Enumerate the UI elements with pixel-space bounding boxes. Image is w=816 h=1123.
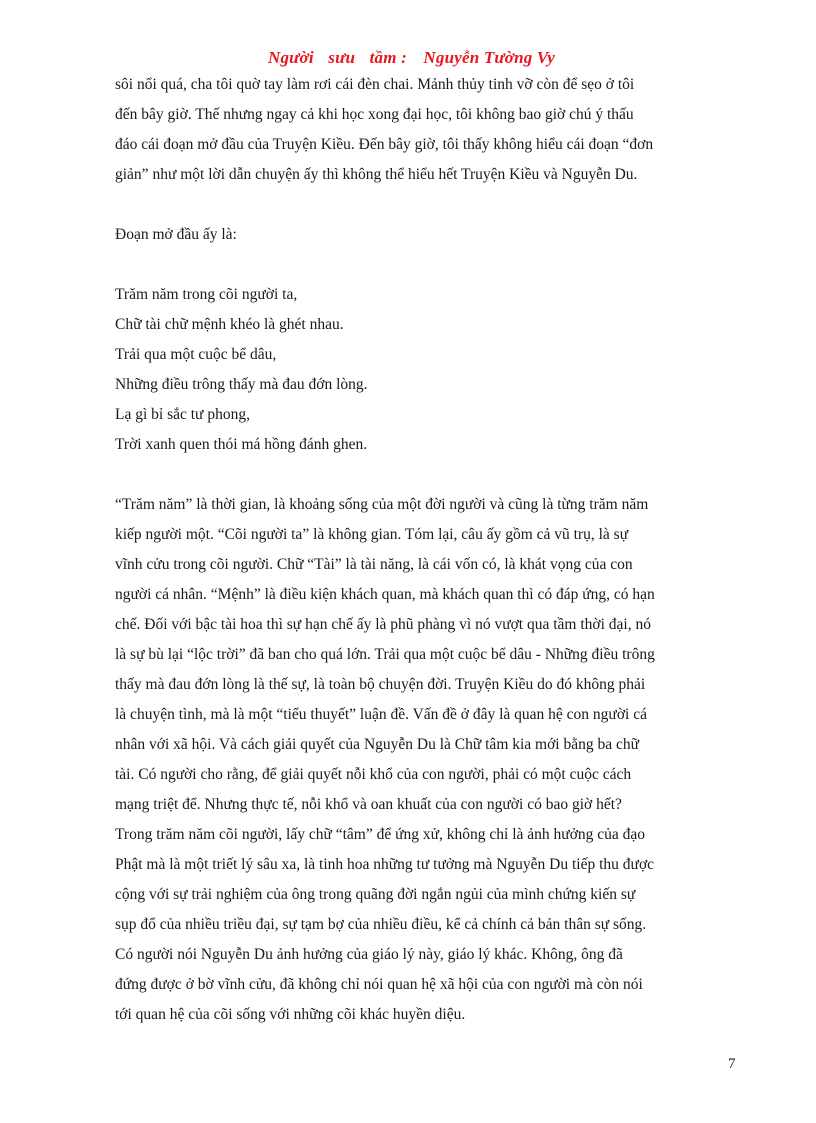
poem-intro — [115, 220, 745, 250]
paragraph-analysis — [115, 490, 745, 1030]
text-line: là chuyện tình, mà là một “tiểu thuyết” luận đề. Vấn đề ở đây là quan hệ con người cá — [115, 706, 647, 723]
text-line: mạng triệt để. Nhưng thực tế, nỗi khổ và oan khuất của con người có bao giờ hết? — [115, 796, 622, 813]
text-line: vĩnh cửu trong cõi người. Chữ “Tài” là tài năng, là cái vốn có, là khát vọng của con — [115, 556, 633, 573]
text-line: cộng với sự trải nghiệm của ông trong quãng đời ngắn ngủi của mình chứng kiến sự — [115, 886, 636, 903]
text-line: Phật mà là một triết lý sâu xa, là tinh hoa những tư tưởng mà Nguyễn Du tiếp thu được — [115, 856, 655, 873]
header-collector-name: Nguyễn Tường Vy — [423, 48, 555, 67]
text-line: chế. Đối với bậc tài hoa thì sự hạn chế ấy là phũ phàng vì nó vượt qua tầm thời đại, nó — [115, 616, 651, 633]
text-line: tới quan hệ của cõi sống với những cõi khác huyền diệu. — [115, 1006, 466, 1023]
text-line: thấy mà đau đớn lòng là thế sự, là toàn bộ chuyện đời. Truyện Kiều do đó không phải — [115, 676, 646, 693]
running-header — [268, 48, 568, 68]
poem-line: Những điều trông thấy mà đau đớn lòng. — [115, 376, 368, 393]
text-line: Có người nói Nguyễn Du ảnh hưởng của giáo lý này, giáo lý khác. Không, ông đã — [115, 946, 623, 963]
text-line: sôi nổi quá, cha tôi quờ tay làm rơi cái đèn chai. Mảnh thủy tinh vỡ còn để sẹo ở tôi — [115, 76, 635, 93]
header-collector-label-2: sưu — [328, 48, 356, 67]
text-line: tài. Có người cho rằng, để giải quyết nỗi khổ của con người, phải có một cuộc cách — [115, 766, 632, 783]
text-line: người cá nhân. “Mệnh” là điều kiện khách quan, mà khách quan thì có đáp ứng, có hạn — [115, 586, 655, 603]
text-line: đến bây giờ. Thế nhưng ngay cả khi học xong đại học, tôi không bao giờ chú ý thấu — [115, 106, 634, 123]
text-line: Trong trăm năm cõi người, lấy chữ “tâm” để ứng xử, không chỉ là ảnh hưởng của đạo — [115, 826, 646, 843]
page-number: 7 — [728, 1056, 736, 1072]
text-line: là sự bù lại “lộc trời” đã ban cho quá lớn. Trải qua một cuộc bể dâu - Những điều trông — [115, 646, 655, 663]
header-collector-label-1: Người — [268, 48, 314, 67]
document-body — [115, 70, 745, 1060]
text-line: đáo cái đoạn mở đầu của Truyện Kiều. Đến bây giờ, tôi thấy không hiểu cái đoạn “đơn — [115, 136, 654, 153]
poem-line: Trải qua một cuộc bể dâu, — [115, 346, 277, 363]
poem-line: Trăm năm trong cõi người ta, — [115, 286, 298, 303]
header-collector-label-3: tầm : — [369, 48, 407, 67]
poem-line: Lạ gì bỉ sắc tư phong, — [115, 406, 250, 423]
text-line: “Trăm năm” là thời gian, là khoảng sống của một đời người và cũng là từng trăm năm — [115, 496, 649, 513]
text-line: Đoạn mở đầu ấy là: — [115, 226, 237, 243]
poem-excerpt — [115, 280, 745, 460]
text-line: đứng được ở bờ vĩnh cửu, đã không chỉ nói quan hệ xã hội của con người mà còn nói — [115, 976, 643, 993]
text-line: giản” như một lời dẫn chuyện ấy thì không thể hiểu hết Truyện Kiều và Nguyễn Du. — [115, 166, 638, 183]
text-line: nhân với xã hội. Và cách giải quyết của Nguyễn Du là Chữ tâm kia mới bằng ba chữ — [115, 736, 640, 753]
text-line: kiếp người một. “Cõi người ta” là không gian. Tóm lại, câu ấy gồm cả vũ trụ, là sự — [115, 526, 629, 543]
poem-line: Trời xanh quen thói má hồng đánh ghen. — [115, 436, 368, 453]
poem-line: Chữ tài chữ mệnh khéo là ghét nhau. — [115, 316, 344, 333]
text-line: sụp đổ của nhiều triều đại, sự tạm bợ của nhiều điều, kể cả chính cả bản thân sự sống. — [115, 916, 647, 933]
paragraph-continuation — [115, 70, 745, 190]
